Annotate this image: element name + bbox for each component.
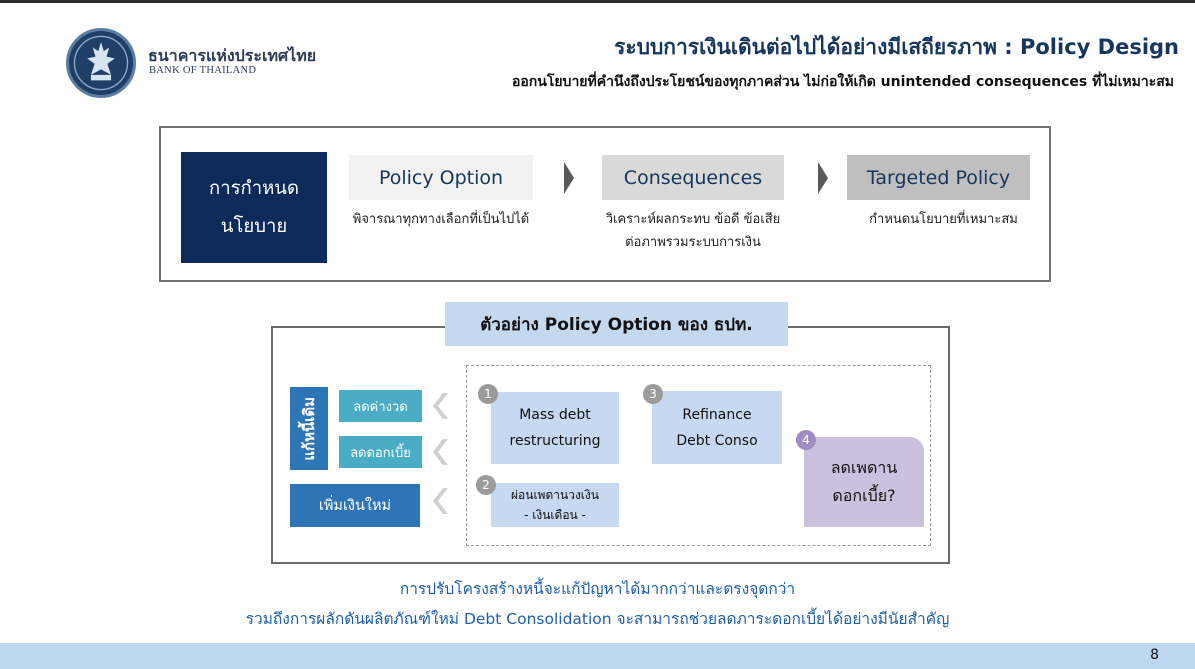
bank-name-english: BANK OF THAILAND (149, 65, 257, 76)
step-consequences-desc (590, 208, 796, 254)
chevron-left-icon (432, 391, 450, 421)
step-policy-option-desc (345, 208, 537, 231)
decision-line-1: การกำหนด (209, 177, 299, 199)
option-number-badge: 1 (478, 384, 498, 404)
option-loan-ceiling (491, 483, 619, 527)
reduce-interest-tag: ลดดอกเบี้ย (339, 436, 422, 468)
page-title: ระบบการเงินเดินต่อไปได้อย่างมีเสถียรภาพ : Policy Design (614, 35, 1179, 59)
step-targeted-policy: Targeted Policy (847, 155, 1030, 200)
chevron-left-icon (432, 437, 450, 467)
option-refinance (652, 391, 782, 464)
existing-debt-text: แก้หนี้เดิม (300, 396, 318, 461)
chevron-right-icon (816, 160, 830, 196)
option-line: Debt Conso (676, 432, 758, 449)
chevron-left-icon (432, 486, 450, 516)
option-number-badge: 3 (643, 384, 663, 404)
option-line: ผ่อนเพดานวงเงิน (511, 488, 599, 502)
option-number-badge: 4 (796, 430, 816, 450)
example-title: ตัวอย่าง Policy Option ของ ธปท. (445, 302, 788, 346)
decision-line-2: นโยบาย (220, 215, 288, 237)
summary-line-2: รวมถึงการผลักดันผลิตภัณฑ์ใหม่ Debt Consolidation จะสามารถช่วยลดภาระดอกเบี้ยได้อย่างมีนัยสำคัญ (245, 610, 950, 628)
step-consequences: Consequences (602, 155, 784, 200)
garuda-emblem-icon (69, 31, 133, 95)
option-interest-ceiling (804, 437, 924, 527)
step-desc-line: พิจารณาทุกทางเลือกที่เป็นไปได้ (352, 212, 530, 227)
footer-bar (0, 643, 1195, 669)
page-number: 8 (1150, 647, 1159, 663)
bank-logo (66, 28, 136, 98)
summary-line-1: การปรับโครงสร้างหนี้จะแก้ปัญหาได้มากกว่าและตรงจุดกว่า (399, 580, 796, 598)
top-border (0, 0, 1195, 3)
step-targeted-policy-desc (847, 208, 1040, 231)
option-line: Mass debt (519, 407, 591, 423)
policy-decision-block (181, 152, 327, 263)
page-subtitle: ออกนโยบายที่คำนึงถึงประโยชน์ของทุกภาคส่วน ไม่ก่อให้เกิด unintended consequences ที่ไม่เหมาะสม (511, 74, 1174, 90)
step-desc-line: กำหนดนโยบายที่เหมาะสม (869, 212, 1018, 227)
step-desc-line: ต่อภาพรวมระบบการเงิน (625, 235, 761, 250)
reduce-installment-tag: ลดค่างวด (339, 390, 422, 422)
option-line: ลดเพดาน (830, 458, 898, 477)
option-line: Refinance (682, 406, 752, 423)
step-policy-option: Policy Option (349, 155, 533, 200)
option-number-badge: 2 (476, 475, 496, 495)
option-mass-debt-restructuring (491, 392, 619, 464)
existing-debt-label (290, 387, 328, 470)
chevron-right-icon (562, 160, 576, 196)
option-line: ดอกเบี้ย? (832, 486, 896, 505)
option-line: restructuring (509, 433, 601, 449)
step-desc-line: วิเคราะห์ผลกระทบ ข้อดี ข้อเสีย (605, 212, 781, 227)
new-money-block: เพิ่มเงินใหม่ (290, 484, 420, 527)
option-line: - เงินเดือน - (524, 508, 586, 522)
bank-name-thai: ธนาคารแห่งประเทศไทย (148, 48, 317, 65)
